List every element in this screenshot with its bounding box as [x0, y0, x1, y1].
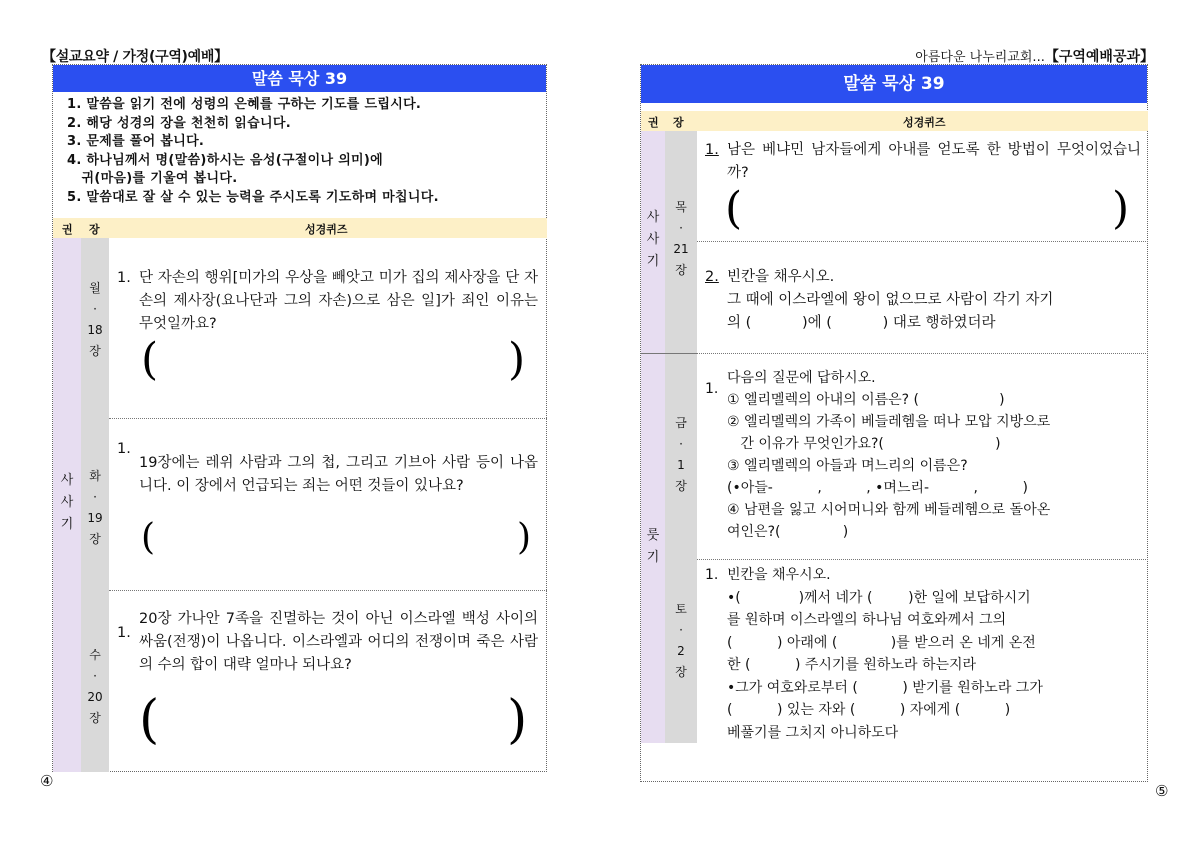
- day-label-fri: 금 · 1 장: [675, 416, 687, 493]
- question-line: ② 엘리멜렉의 가족이 베들레헴을 떠나 모압 지방으로: [727, 414, 1051, 430]
- answer-paren-open: (: [141, 334, 159, 385]
- lesson-type: 【구역예배공과】: [1044, 49, 1154, 65]
- question-number: 1.: [705, 142, 719, 158]
- day-label-wed: 수 · 20 장: [87, 648, 103, 725]
- question-line: 빈칸을 채우시오.: [727, 567, 831, 583]
- question-wed: [117, 608, 538, 677]
- instruction-item: 4. 하나님께서 명(말씀)하시는 음성(구절이나 의미)에: [67, 152, 384, 168]
- page-number-left: ④: [40, 772, 54, 790]
- question-tue: [117, 438, 538, 498]
- answer-paren-close: ): [508, 334, 526, 385]
- day-label-mon: 월 · 18 장: [87, 281, 103, 358]
- question-line: 를 원하며 이스라엘의 하나님 여호와께서 그의: [727, 612, 1007, 628]
- question-line: 간 이유가 무엇인가요?( ): [727, 436, 1001, 452]
- answer-paren-open: (: [139, 690, 160, 750]
- question-line: (•아들- , , •며느리- , ): [727, 480, 1028, 496]
- right-page-header: [915, 46, 1154, 66]
- row-divider: [697, 241, 1148, 242]
- instruction-item: 귀(마음)를 기울여 봅니다.: [67, 171, 238, 186]
- instruction-item: 1. 말씀을 읽기 전에 성령의 은혜를 구하는 기도를 드립시다.: [67, 97, 422, 112]
- question-line: •그가 여호와로부터 ( ) 받기를 원하노라 그가: [727, 679, 1043, 696]
- table-header: [641, 111, 1148, 131]
- answer-paren-close: ): [507, 690, 528, 750]
- answer-paren-close: ): [517, 517, 532, 558]
- question-line: 베풀기를 그치지 아니하도다: [727, 724, 899, 741]
- row-divider: [697, 559, 1148, 560]
- question-thu-2: [705, 266, 1141, 335]
- question-line: 다음의 질문에 답하시오.: [727, 370, 876, 386]
- question-text: 빈칸을 채우시오.: [727, 269, 835, 285]
- question-line: ① 엘리멜렉의 아내의 이름은? ( ): [727, 392, 1005, 408]
- answer-paren-close: ): [1112, 183, 1130, 234]
- right-page: [640, 64, 1148, 782]
- col-book-header: 권: [648, 116, 659, 129]
- question-text: 19장에는 레위 사람과 그의 첩, 그리고 기브아 사람 등이 나옵니다. 이 장에서 언급되는 죄는 어떤 것들이 있나요?: [139, 455, 538, 494]
- col-book-header: 권: [62, 223, 73, 236]
- question-line: 그 때에 이스라엘에 왕이 없으므로 사람이 각기 자기: [727, 292, 1054, 308]
- quiz-table: [641, 111, 1148, 743]
- instruction-item: 5. 말씀대로 잘 살 수 있는 능력을 주시도록 기도하며 마칩니다.: [67, 189, 439, 205]
- question-text: 단 자손의 행위[미가의 우상을 빼앗고 미가 집의 제사장을 단 자손의 제사장(요나단과 그의 자손)으로 삼은 일]가 죄인 이유는 무엇일까요?: [139, 270, 538, 332]
- book-name-ruth: 룻 기: [646, 528, 660, 565]
- col-chapter-header: 장: [673, 116, 684, 129]
- church-name: 아름다운 나누리교회...: [915, 50, 1045, 65]
- answer-paren-open: (: [141, 517, 156, 558]
- question-fri: [705, 367, 1145, 543]
- answer-paren-open: (: [725, 183, 743, 234]
- book-name-judges: 사 사 기: [646, 210, 660, 269]
- question-number: 1.: [117, 270, 131, 286]
- question-mon: [117, 267, 538, 336]
- left-page: [52, 64, 547, 772]
- instruction-item: 3. 문제를 풀어 봅니다.: [67, 134, 205, 149]
- question-line: ( ) 있는 자와 ( ) 자에게 ( ): [727, 702, 1011, 718]
- question-number: 1.: [117, 625, 131, 641]
- col-chapter-header: 장: [89, 223, 100, 236]
- question-sat: [705, 564, 1145, 744]
- question-line: ④ 남편을 잃고 시어머니와 함께 베들레헴으로 돌아온: [727, 502, 1051, 518]
- left-page-header: 【설교요약 / 가정(구역)예배】: [42, 49, 228, 65]
- book-name-judges: 사 사 기: [60, 473, 74, 532]
- day-label-sat: 토 · 2 장: [675, 602, 687, 679]
- question-line: ( ) 아래에 ( )를 받으러 온 네게 온전: [727, 634, 1036, 651]
- row-divider: [641, 353, 1148, 354]
- question-number: 2.: [705, 269, 719, 285]
- question-number: 1.: [705, 567, 719, 583]
- question-number: 1.: [117, 441, 131, 457]
- left-banner-title: 말씀 묵상 39: [53, 65, 546, 92]
- day-label-tue: 화 · 19 장: [87, 469, 103, 546]
- question-line: •( )께서 네가 ( )한 일에 보답하시기: [727, 589, 1031, 606]
- question-line: 여인은?( ): [727, 524, 849, 540]
- right-banner-title: 말씀 묵상 39: [641, 65, 1147, 103]
- question-text: 남은 베냐민 남자들에게 아내를 얻도록 한 방법이 무엇이었습니까?: [727, 142, 1141, 181]
- row-divider: [109, 590, 547, 591]
- day-label-thu: 목 · 21 장: [673, 200, 689, 277]
- question-line: 의 ( )에 ( ) 대로 행하였더라: [727, 315, 996, 331]
- instruction-item: 2. 해당 성경의 장을 천천히 읽습니다.: [67, 115, 291, 131]
- question-thu-1: [705, 139, 1141, 185]
- question-number: 1.: [705, 381, 719, 397]
- quiz-table: [53, 218, 547, 772]
- table-header: [53, 218, 547, 238]
- col-quiz-header: 성경퀴즈: [903, 116, 946, 129]
- question-line: 한 ( ) 주시기를 원하노라 하는지라: [727, 657, 977, 673]
- page-number-right: ⑤: [1155, 782, 1169, 800]
- question-text: 20장 가나안 7족을 진멸하는 것이 아닌 이스라엘 백성 사이의 싸움(전쟁)이 나옵니다. 이스라엘과 어디의 전쟁이며 죽은 사람의 수의 합이 대략 얼마나 되나요?: [139, 611, 538, 673]
- col-quiz-header: 성경퀴즈: [305, 223, 348, 236]
- question-line: ③ 엘리멜렉의 아들과 며느리의 이름은?: [727, 458, 968, 474]
- row-divider: [109, 418, 547, 419]
